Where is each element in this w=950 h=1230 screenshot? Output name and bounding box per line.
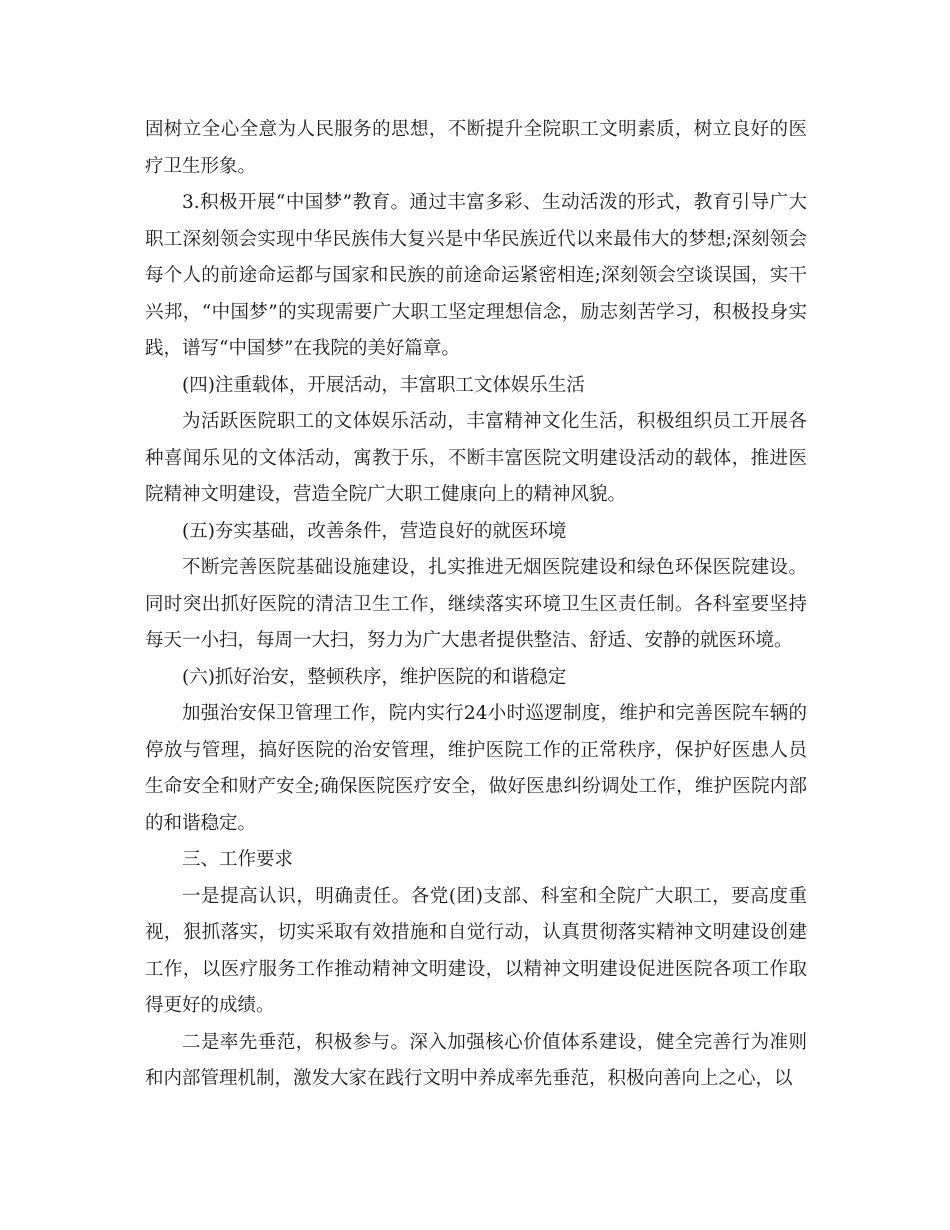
paragraph-recreation: 为活跃医院职工的文体娱乐活动，丰富精神文化生活，积极组织员工开展各种喜闻乐见的文体活动，寓教于乐，不断丰富医院文明建设活动的载体，推进医院精神文明建设，营造全院广大职工健康向上的精神风貌。 (145, 411, 807, 505)
heading-section-5: (五)夯实基础，改善条件，营造良好的就医环境 (182, 520, 567, 542)
document-body (145, 112, 807, 1098)
paragraph-china-dream: 3.积极开展“中国梦”教育。通过丰富多彩、生动活泼的形式，教育引导广大职工深刻领会实现中华民族伟大复兴是中华民族近代以来最伟大的梦想;深刻领会每个人的前途命运都与国家和民族的前途命运紧密相连;深刻领会空谈误国，实干兴邦，“中国梦”的实现需要广大职工坚定理想信念，励志刻苦学习，积极投身实践，谱写“中国梦”在我院的美好篇章。 (145, 192, 807, 359)
heading-section-4: (四)注重载体，开展活动，丰富职工文体娱乐生活 (182, 374, 585, 396)
paragraph-security: 加强治安保卫管理工作，院内实行24小时巡逻制度，维护和完善医院车辆的停放与管理，搞好医院的治安管理，维护医院工作的正常秩序，保护好医患人员生命安全和财产安全;确保医院医疗安全，做好医患纠纷调处工作，维护医院内部的和谐稳定。 (145, 703, 807, 834)
paragraph-requirement-1: 一是提高认识，明确责任。各党(团)支部、科室和全院广大职工，要高度重视，狠抓落实，切实采取有效措施和自觉行动，认真贯彻落实精神文明建设创建工作，以医疗服务工作推动精神文明建设，以精神文明建设促进医院各项工作取得更好的成绩。 (145, 885, 807, 1016)
heading-section-6: (六)抓好治安，整顿秩序，维护医院的和谐稳定 (182, 666, 567, 688)
paragraph-requirement-2: 二是率先垂范，积极参与。深入加强核心价值体系建设，健全完善行为准则和内部管理机制，激发大家在践行文明中养成率先垂范，积极向善向上之心，以 (145, 1031, 807, 1089)
paragraph-continuation: 固树立全心全意为人民服务的思想，不断提升全院职工文明素质，树立良好的医疗卫生形象。 (145, 119, 807, 177)
heading-work-requirements: 三、工作要求 (182, 849, 294, 870)
paragraph-environment: 不断完善医院基础设施建设，扎实推进无烟医院建设和绿色环保医院建设。同时突出抓好医院的清洁卫生工作，继续落实环境卫生区责任制。各科室要坚持每天一小扫，每周一大扫，努力为广大患者提供整洁、舒适、安静的就医环境。 (145, 557, 807, 651)
